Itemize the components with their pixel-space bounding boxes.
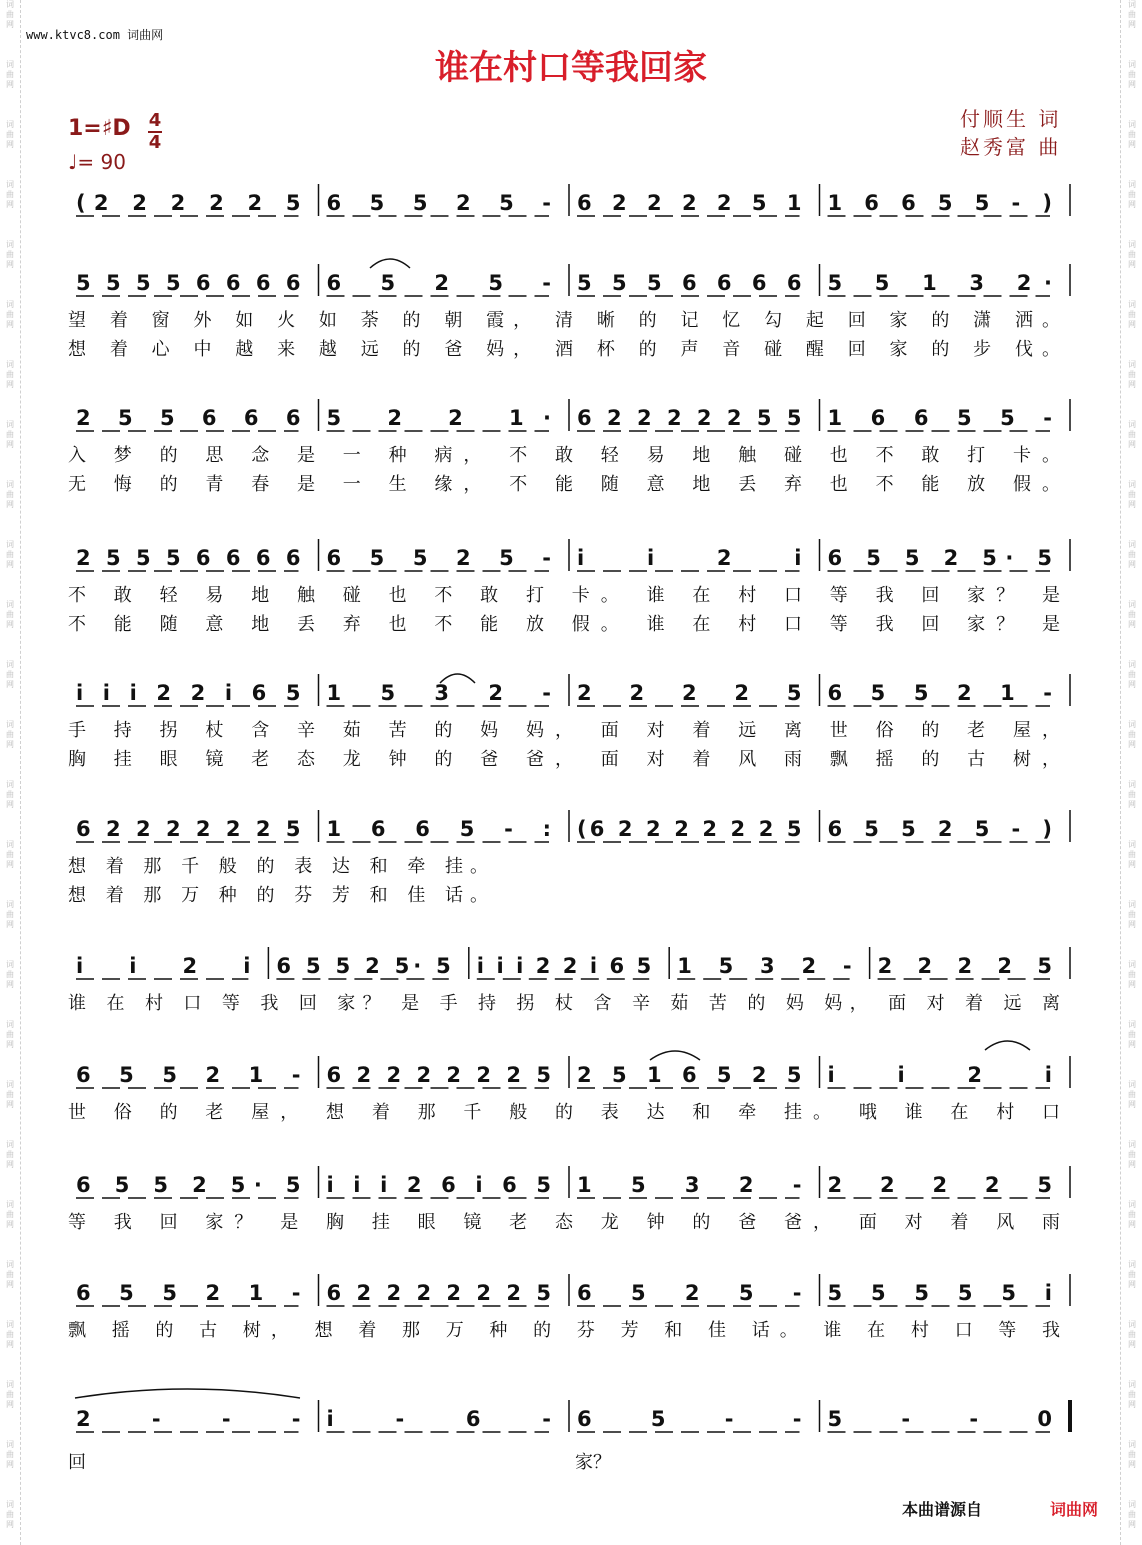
- lyric-line: 想 着 心 中 越 来 越 远 的 爸 妈， 酒 杯 的 声 音 碰 醒 回 家 的 步 伐。: [68, 339, 1060, 360]
- lyric-line: 无 悔 的 青 春 是 一 生 缘， 不 能 随 意 地 丢 弃 也 不 能 放 假。: [68, 474, 1060, 495]
- time-denominator: 4: [148, 132, 162, 153]
- watermark-text: 词 曲 网: [1128, 60, 1136, 89]
- measure-notes: 5 5 1 3 2·: [827, 271, 1052, 295]
- watermark-text: 词 曲 网: [6, 900, 14, 929]
- measure-notes: i i 2 i: [827, 1063, 1052, 1087]
- measure-notes: i i 2 i: [76, 954, 251, 978]
- source-label: 本曲谱源自: [902, 1500, 983, 1519]
- measure-notes: i i i 2 2 i 6 5: [76, 681, 301, 705]
- watermark-text: 词 曲 网: [6, 1140, 14, 1169]
- measure-notes: 1 6 6 5 5 -: [827, 406, 1052, 430]
- lyric-line: 飘 摇 的 古 树， 想 着 那 万 种 的 芬 芳 和 佳 话。 谁 在 村 口 等 我: [68, 1320, 1061, 1341]
- time-numerator: 4: [148, 110, 162, 131]
- lyric-line: 等 我 回 家？ 是 胸 挂 眼 镜 老 态 龙 钟 的 爸 爸， 面 对 着 风 雨: [68, 1212, 1060, 1233]
- measure-notes: i i 2 i: [577, 546, 802, 570]
- measure-notes: 1 6 6 5 5 - ): [827, 191, 1052, 215]
- slur-arc: [985, 1041, 1030, 1050]
- lyricist-credit: 付顺生 词: [960, 107, 1062, 131]
- watermark-text: 词 曲 网: [6, 1380, 14, 1409]
- watermark-text: 词 曲 网: [1128, 1080, 1136, 1109]
- key-signature: 1=♯D: [68, 116, 131, 141]
- watermark-text: 词 曲 网: [6, 600, 14, 629]
- measure-notes: 6 2 2 2 2 2 5 5: [577, 406, 802, 430]
- lyric-line: 世 俗 的 老 屋， 想 着 那 千 般 的 表 达 和 牵 挂。 哦 谁 在 村 口: [68, 1102, 1060, 1123]
- watermark-text: 词 曲 网: [1128, 1200, 1136, 1229]
- watermark-text: 词 曲 网: [1128, 960, 1136, 989]
- watermark-text: 词 曲 网: [1128, 1380, 1136, 1409]
- slur-arc: [75, 1389, 300, 1398]
- watermark-text: 词 曲 网: [1128, 480, 1136, 509]
- watermark-text: 词 曲 网: [1128, 360, 1136, 389]
- watermark-text: 词 曲 网: [1128, 660, 1136, 689]
- measure-notes: i i i 2 6 i 6 5: [326, 1173, 551, 1197]
- site-url: www.ktvc8.com 词曲网: [26, 28, 164, 42]
- measure-notes: 5 5 5 5 5 i: [827, 1281, 1052, 1305]
- watermark-text: 词 曲 网: [6, 540, 14, 569]
- watermark-text: 词 曲 网: [6, 1200, 14, 1229]
- measure-notes: (6 2 2 2 2 2 2 5: [577, 817, 802, 841]
- watermark-text: 词 曲 网: [6, 1500, 14, 1529]
- watermark-text: 词 曲 网: [6, 1260, 14, 1289]
- measure-notes: 6 5 5 2 5 - ): [827, 817, 1052, 841]
- measure-notes: 6 2 2 2 2 2 2 5: [326, 1281, 551, 1305]
- lyric-line: 手 持 拐 杖 含 辛 茹 苦 的 妈 妈， 面 对 着 远 离 世 俗 的 老 屋，: [68, 720, 1060, 741]
- watermark-text: 词 曲 网: [1128, 420, 1136, 449]
- lyric-line: 望 着 窗 外 如 火 如 荼 的 朝 霞， 清 晰 的 记 忆 勾 起 回 家 的 潇 洒。: [68, 310, 1060, 331]
- watermark-text: 词 曲 网: [6, 1020, 14, 1049]
- measure-notes: 2 5 5 5 6 6 6 6: [76, 546, 301, 570]
- measure-notes: 2 5 1 6 5 2 5: [577, 1063, 802, 1087]
- watermark-text: 词 曲 网: [1128, 1440, 1136, 1469]
- lyric-line: 胸 挂 眼 镜 老 态 龙 钟 的 爸 爸， 面 对 着 风 雨 飘 摇 的 古 树，: [68, 749, 1060, 770]
- watermark-text: 词 曲 网: [1128, 0, 1136, 29]
- watermark-text: 词 曲 网: [1128, 720, 1136, 749]
- watermark-text: 词 曲 网: [1128, 300, 1136, 329]
- watermark-text: 词 曲 网: [6, 840, 14, 869]
- measure-notes: 1 5 3 2 -: [677, 954, 852, 978]
- measure-notes: 5 5 5 5 6 6 6 6: [76, 271, 301, 295]
- watermark-text: 词 曲 网: [6, 1080, 14, 1109]
- measure-notes: 2 2 2 2 5: [577, 681, 802, 705]
- tempo-marking: ♩= 90: [68, 150, 126, 174]
- watermark-text: 词 曲 网: [1128, 600, 1136, 629]
- measure-notes: i - 6 -: [326, 1407, 551, 1431]
- measure-notes: 5 5 5 6 6 6 6: [577, 271, 802, 295]
- measure-notes: 6 5 5 2 1 -: [76, 1063, 301, 1087]
- watermark-text: 词 曲 网: [6, 960, 14, 989]
- watermark-text: 词 曲 网: [6, 1440, 14, 1469]
- lyric-line: 家？: [575, 1452, 611, 1473]
- watermark-text: 词 曲 网: [1128, 840, 1136, 869]
- measure-notes: 1 5 3 2 -: [577, 1173, 802, 1197]
- watermark-text: 词 曲 网: [6, 180, 14, 209]
- song-title: 谁在村口等我回家: [435, 48, 707, 88]
- measure-notes: 6 5 5 2 5· 5: [276, 954, 451, 978]
- measure-notes: 2 - - -: [76, 1407, 301, 1431]
- lyric-line: 回: [68, 1452, 86, 1473]
- slur-arc: [650, 1051, 700, 1060]
- lyric-line: 不 能 随 意 地 丢 弃 也 不 能 放 假。 谁 在 村 口 等 我 回 家？ 是: [68, 614, 1060, 635]
- measure-notes: 6 5 - -: [577, 1407, 802, 1431]
- measure-notes: 6 5 5 2 1 -: [827, 681, 1052, 705]
- measure-notes: 6 5 5 2 5 -: [326, 546, 551, 570]
- watermark-text: 词 曲 网: [1128, 1020, 1136, 1049]
- measure-notes: 6 5 5 2 1 -: [76, 1281, 301, 1305]
- measure-notes: 6 5 5 2 5· 5: [827, 546, 1052, 570]
- watermark-text: 词 曲 网: [1128, 900, 1136, 929]
- watermark-text: 词 曲 网: [6, 780, 14, 809]
- watermark-text: 词 曲 网: [1128, 540, 1136, 569]
- measure-notes: 6 2 2 2 2 2 2 5: [76, 817, 301, 841]
- measure-notes: 5 - - 0: [827, 1407, 1052, 1431]
- watermark-text: 词 曲 网: [6, 360, 14, 389]
- measure-notes: 2 2 2 2 5: [877, 954, 1052, 978]
- watermark-text: 词 曲 网: [1128, 780, 1136, 809]
- watermark-text: 词 曲 网: [6, 420, 14, 449]
- measure-notes: 2 2 2 2 5: [827, 1173, 1052, 1197]
- watermark-text: 词 曲 网: [6, 240, 14, 269]
- watermark-text: 词 曲 网: [1128, 180, 1136, 209]
- lyric-line: 不 敢 轻 易 地 触 碰 也 不 敢 打 卡。 谁 在 村 口 等 我 回 家？ 是: [68, 585, 1060, 606]
- watermark-text: 词 曲 网: [6, 0, 14, 29]
- watermark-text: 词 曲 网: [6, 60, 14, 89]
- watermark-text: 词 曲 网: [1128, 1140, 1136, 1169]
- measure-notes: 1 6 6 5 - :: [326, 817, 551, 841]
- measure-notes: 1 5 3 2 -: [326, 681, 551, 705]
- watermark-text: 词 曲 网: [6, 1320, 14, 1349]
- watermark-text: 词 曲 网: [6, 120, 14, 149]
- lyric-line: 谁 在 村 口 等 我 回 家？ 是 手 持 拐 杖 含 辛 茹 苦 的 妈 妈， 面 对 着 远 离: [68, 993, 1060, 1014]
- measure-notes: i i i 2 2 i 6 5: [476, 954, 652, 978]
- measure-notes: 6 2 2 2 2 2 2 5: [326, 1063, 551, 1087]
- watermark-text: 词 曲 网: [1128, 1500, 1136, 1529]
- watermark-text: 词 曲 网: [6, 300, 14, 329]
- watermark-text: 词 曲 网: [1128, 120, 1136, 149]
- measure-notes: 6 5 5 2 5 -: [326, 191, 551, 215]
- composer-credit: 赵秀富 曲: [960, 135, 1062, 159]
- watermark-text: 词 曲 网: [6, 720, 14, 749]
- lyric-line: 入 梦 的 思 念 是 一 种 病， 不 敢 轻 易 地 触 碰 也 不 敢 打 卡。: [68, 445, 1060, 466]
- watermark-text: 词 曲 网: [1128, 240, 1136, 269]
- watermark-text: 词 曲 网: [6, 480, 14, 509]
- measure-notes: 6 5 5 2 5· 5: [76, 1173, 301, 1197]
- measure-notes: 5 2 2 1·: [326, 406, 551, 430]
- measure-notes: 6 5 2 5 -: [577, 1281, 802, 1305]
- watermark-text: 词 曲 网: [6, 660, 14, 689]
- lyric-line: 想 着 那 千 般 的 表 达 和 牵 挂。: [68, 856, 488, 877]
- measure-notes: (2 2 2 2 2 5: [76, 191, 301, 215]
- watermark-text: 词 曲 网: [1128, 1320, 1136, 1349]
- measure-notes: 6 2 2 2 2 5 1: [577, 191, 802, 215]
- watermark-text: 词 曲 网: [1128, 1260, 1136, 1289]
- lyric-line: 想 着 那 万 种 的 芬 芳 和 佳 话。: [68, 885, 488, 906]
- measure-notes: 6 5 2 5 -: [326, 271, 551, 295]
- measure-notes: 2 5 5 6 6 6: [76, 406, 301, 430]
- slur-arc: [370, 259, 410, 268]
- source-site-link[interactable]: 词曲网: [1050, 1500, 1099, 1519]
